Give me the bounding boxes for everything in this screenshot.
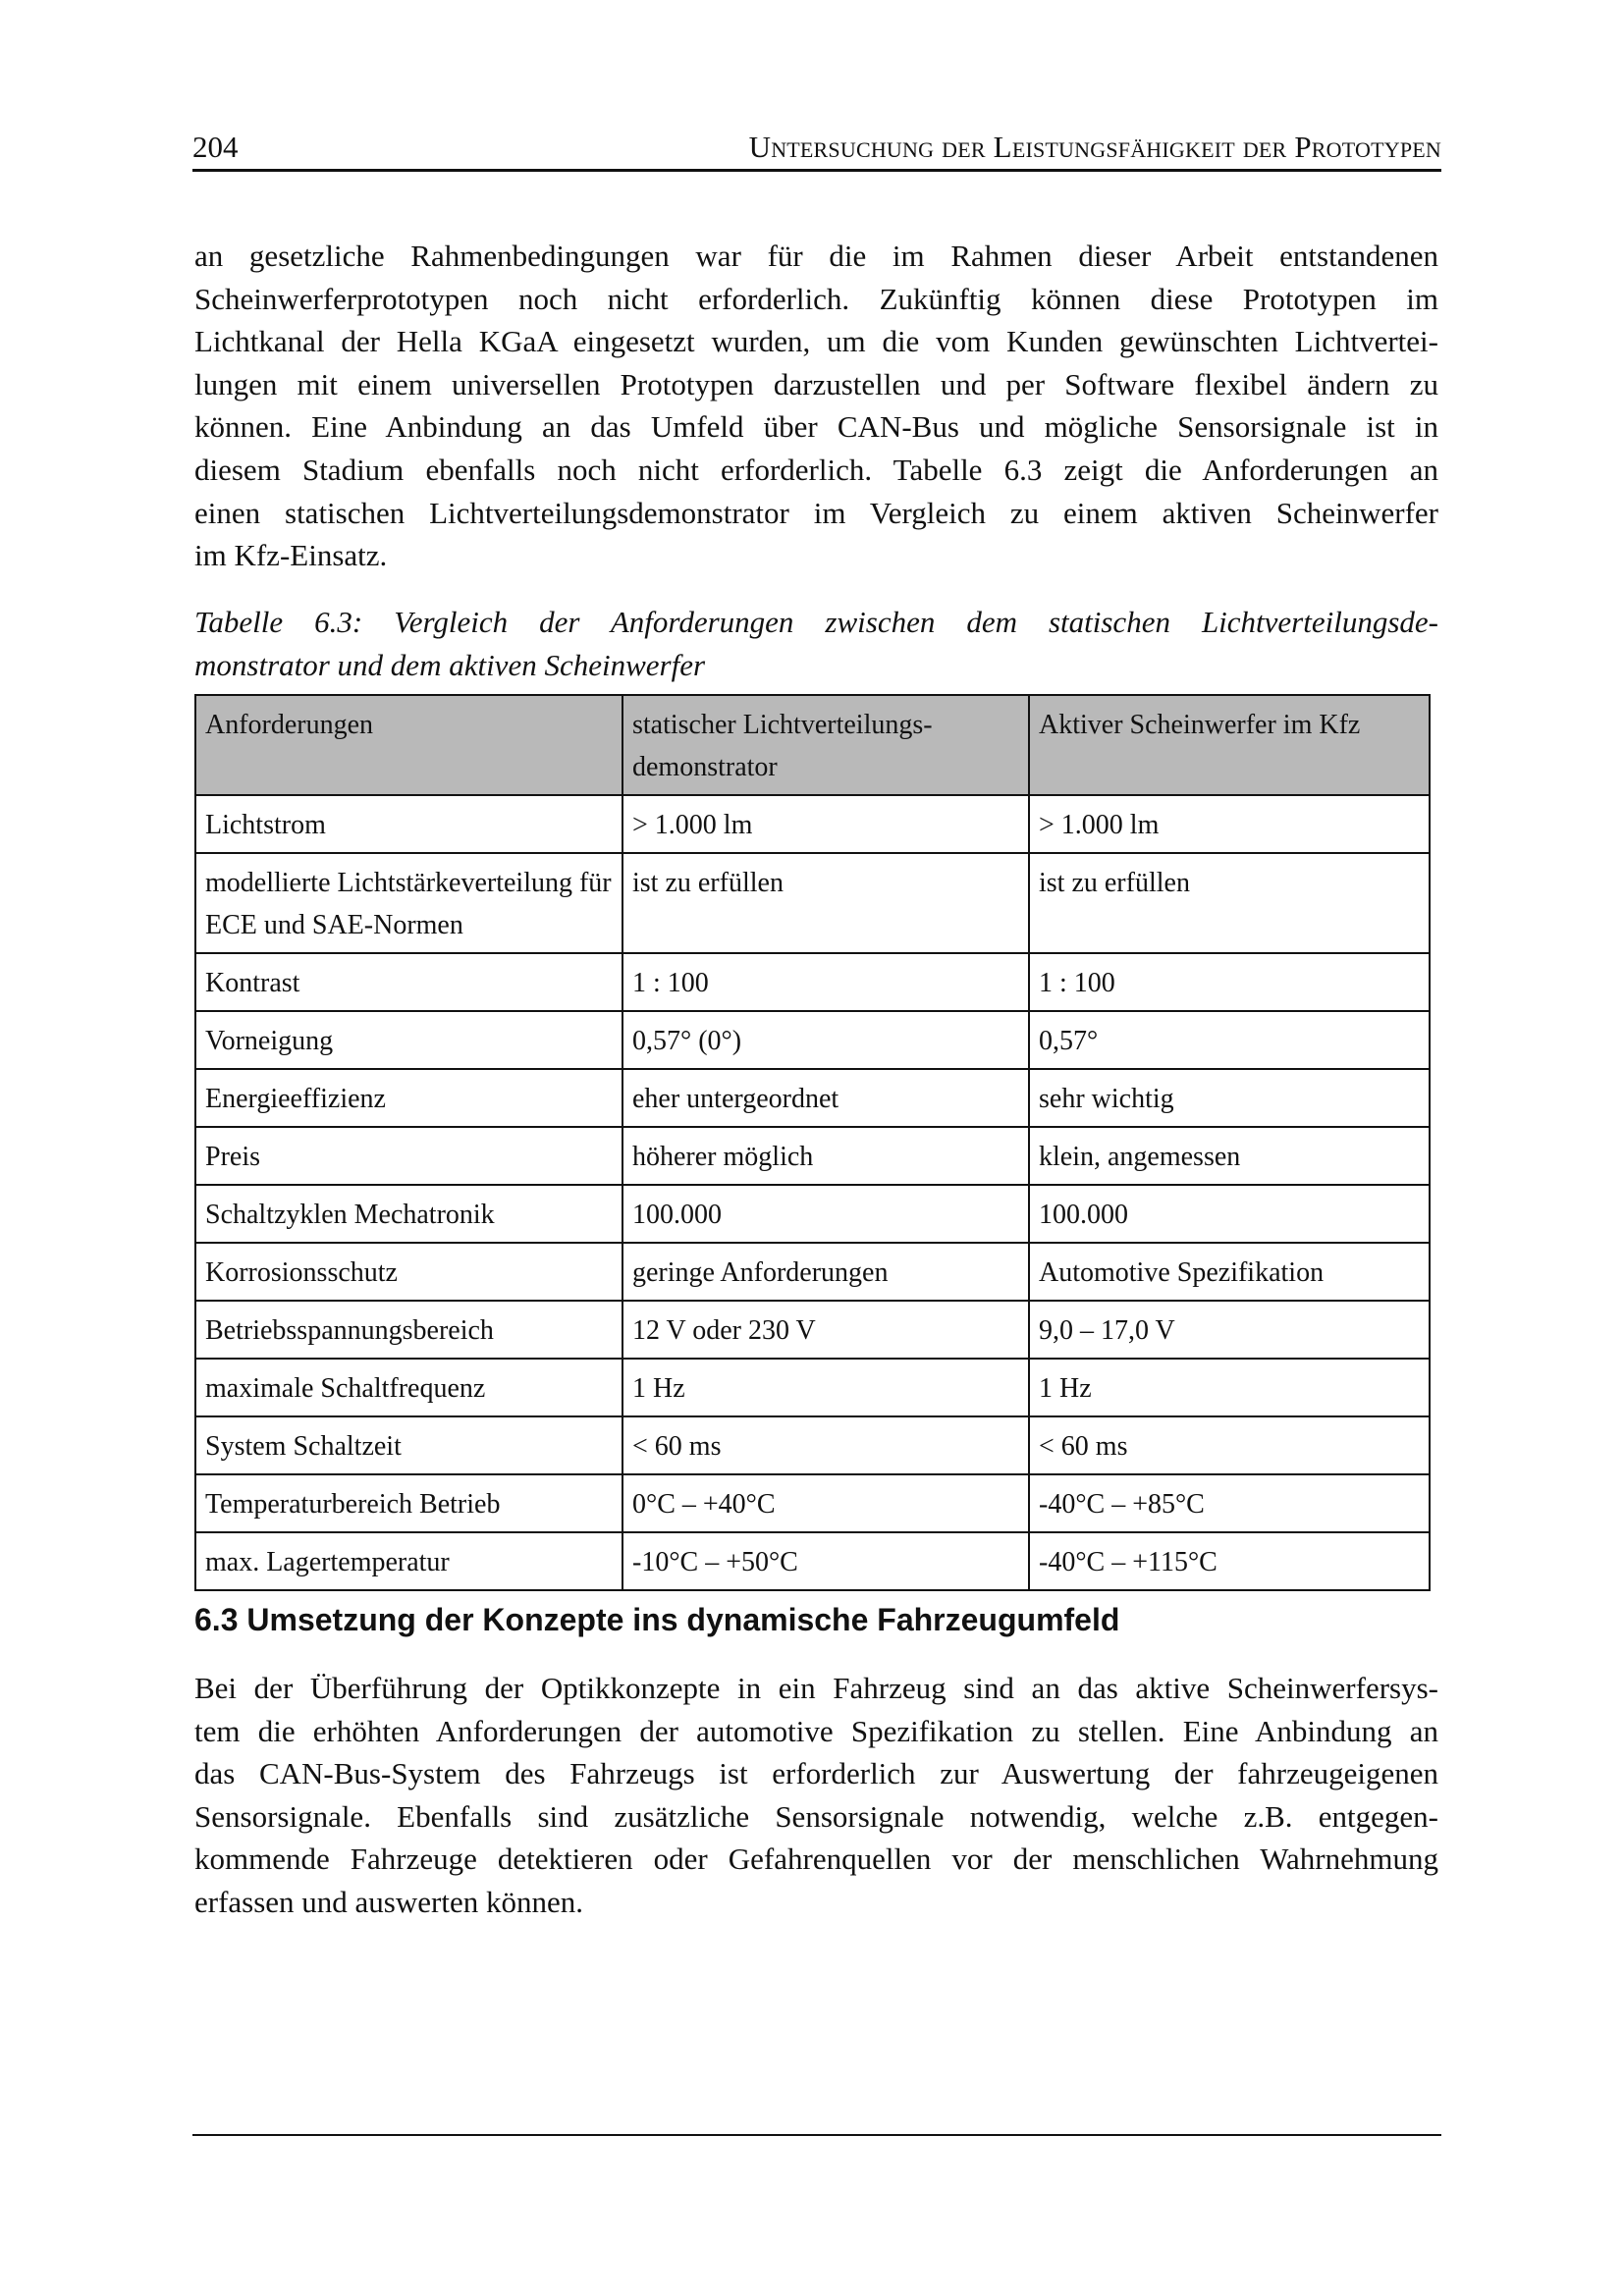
- table-cell: 0°C – +40°C: [622, 1474, 1029, 1532]
- text-line: Scheinwerferprototypen noch nicht erforderlich. Zukünftig können diese Prototypen im: [194, 281, 1438, 316]
- table-cell: 12 V oder 230 V: [622, 1301, 1029, 1359]
- table-cell: Energieeffizienz: [195, 1069, 622, 1127]
- table-cell: modellierte Lichtstärkeverteilung für ECE und SAE-Normen: [195, 853, 622, 953]
- table-cell: System Schaltzeit: [195, 1416, 622, 1474]
- table-row: [195, 1532, 1430, 1590]
- requirements-table: [194, 694, 1431, 1591]
- table-cell: Schaltzyklen Mechatronik: [195, 1185, 622, 1243]
- table-row: [195, 1185, 1430, 1243]
- text-line: Sensorsignale. Ebenfalls sind zusätzliche Sensorsignale notwendig, welche z.B. entgegen-: [194, 1798, 1438, 1834]
- table-cell: klein, angemessen: [1029, 1127, 1430, 1185]
- table-cell: < 60 ms: [622, 1416, 1029, 1474]
- table-cell: -40°C – +115°C: [1029, 1532, 1430, 1590]
- page-header: [192, 126, 1441, 172]
- table-cell: Betriebsspannungsbereich: [195, 1301, 622, 1359]
- caption-line: monstrator und dem aktiven Scheinwerfer: [194, 647, 706, 682]
- table-cell: -40°C – +85°C: [1029, 1474, 1430, 1532]
- table-cell: 9,0 – 17,0 V: [1029, 1301, 1430, 1359]
- text-line: das CAN-Bus-System des Fahrzeugs ist erforderlich zur Auswertung der fahrzeugeigenen: [194, 1756, 1438, 1791]
- table-cell: 0,57° (0°): [622, 1011, 1029, 1069]
- section-heading: 6.3 Umsetzung der Konzepte ins dynamische Fahrzeugumfeld: [194, 1602, 1120, 1637]
- table-row: [195, 1243, 1430, 1301]
- table-cell: 100.000: [622, 1185, 1029, 1243]
- table-cell: -10°C – +50°C: [622, 1532, 1029, 1590]
- table-row: [195, 795, 1430, 853]
- caption-line: Tabelle 6.3: Vergleich der Anforderungen zwischen dem statischen Lichtverteilungsde-: [194, 605, 1438, 639]
- table-row: [195, 1069, 1430, 1127]
- table-cell: Preis: [195, 1127, 622, 1185]
- table-row: [195, 1301, 1430, 1359]
- table-row: [195, 1474, 1430, 1532]
- text-line: diesem Stadium ebenfalls noch nicht erforderlich. Tabelle 6.3 zeigt die Anforderungen an: [194, 452, 1438, 487]
- table-cell: ist zu erfüllen: [622, 853, 1029, 953]
- text-line: können. Eine Anbindung an das Umfeld über CAN-Bus und mögliche Sensorsignale ist in: [194, 409, 1438, 445]
- table-caption: [194, 601, 1438, 686]
- table-cell: 1 Hz: [1029, 1359, 1430, 1416]
- text-line: kommende Fahrzeuge detektieren oder Gefahrenquellen vor der menschlichen Wahrnehmung: [194, 1842, 1438, 1877]
- text-line: im Kfz-Einsatz.: [194, 538, 388, 573]
- footer-rule: [192, 2134, 1441, 2136]
- table-cell: 1 : 100: [1029, 953, 1430, 1011]
- table-cell: sehr wichtig: [1029, 1069, 1430, 1127]
- page-number: 204: [192, 130, 239, 164]
- table-cell: maximale Schaltfrequenz: [195, 1359, 622, 1416]
- paragraph-2: [194, 1667, 1438, 1924]
- table-cell: > 1.000 lm: [1029, 795, 1430, 853]
- table-cell: geringe Anforderungen: [622, 1243, 1029, 1301]
- table-cell: max. Lagertemperatur: [195, 1532, 622, 1590]
- table-cell: 100.000: [1029, 1185, 1430, 1243]
- text-line: lungen mit einem universellen Prototypen darzustellen und per Software flexibel ändern zu: [194, 366, 1438, 401]
- table-cell: 1 Hz: [622, 1359, 1029, 1416]
- column-header: Anforderungen: [195, 695, 622, 795]
- table-cell: < 60 ms: [1029, 1416, 1430, 1474]
- table-cell: > 1.000 lm: [622, 795, 1029, 853]
- table-row: [195, 1416, 1430, 1474]
- text-line: Bei der Überführung der Optikkonzepte in ein Fahrzeug sind an das aktive Scheinwerfersys-: [194, 1671, 1438, 1705]
- table-cell: Automotive Spezifikation: [1029, 1243, 1430, 1301]
- table-cell: 1 : 100: [622, 953, 1029, 1011]
- table-row: [195, 953, 1430, 1011]
- table-cell: Temperaturbereich Betrieb: [195, 1474, 622, 1532]
- column-header: statischer Lichtverteilungs- demonstrator: [622, 695, 1029, 795]
- paragraph-1: [194, 235, 1438, 577]
- table-cell: höherer möglich: [622, 1127, 1029, 1185]
- table-row: [195, 853, 1430, 953]
- column-header: Aktiver Scheinwerfer im Kfz: [1029, 695, 1430, 795]
- text-line: Lichtkanal der Hella KGaA eingesetzt wurden, um die vom Kunden gewünschten Lichtvertei-: [194, 324, 1438, 359]
- table-row: [195, 1359, 1430, 1416]
- table-cell: Vorneigung: [195, 1011, 622, 1069]
- text-line: an gesetzliche Rahmenbedingungen war für die im Rahmen dieser Arbeit entstandenen: [194, 239, 1438, 273]
- table-cell: ist zu erfüllen: [1029, 853, 1430, 953]
- table-cell: eher untergeordnet: [622, 1069, 1029, 1127]
- table-row: [195, 1127, 1430, 1185]
- text-line: einen statischen Lichtverteilungsdemonstrator im Vergleich zu einem aktiven Scheinwerfer: [194, 495, 1438, 530]
- table-cell: Korrosionsschutz: [195, 1243, 622, 1301]
- table-row: [195, 1011, 1430, 1069]
- table-cell: Kontrast: [195, 953, 622, 1011]
- text-line: tem die erhöhten Anforderungen der automotive Spezifikation zu stellen. Eine Anbindung an: [194, 1713, 1438, 1748]
- table-cell: 0,57°: [1029, 1011, 1430, 1069]
- table-header-row: [195, 695, 1430, 795]
- running-title: Untersuchung der Leistungsfähigkeit der Prototypen: [748, 130, 1441, 164]
- table-cell: Lichtstrom: [195, 795, 622, 853]
- text-line: erfassen und auswerten können.: [194, 1884, 583, 1919]
